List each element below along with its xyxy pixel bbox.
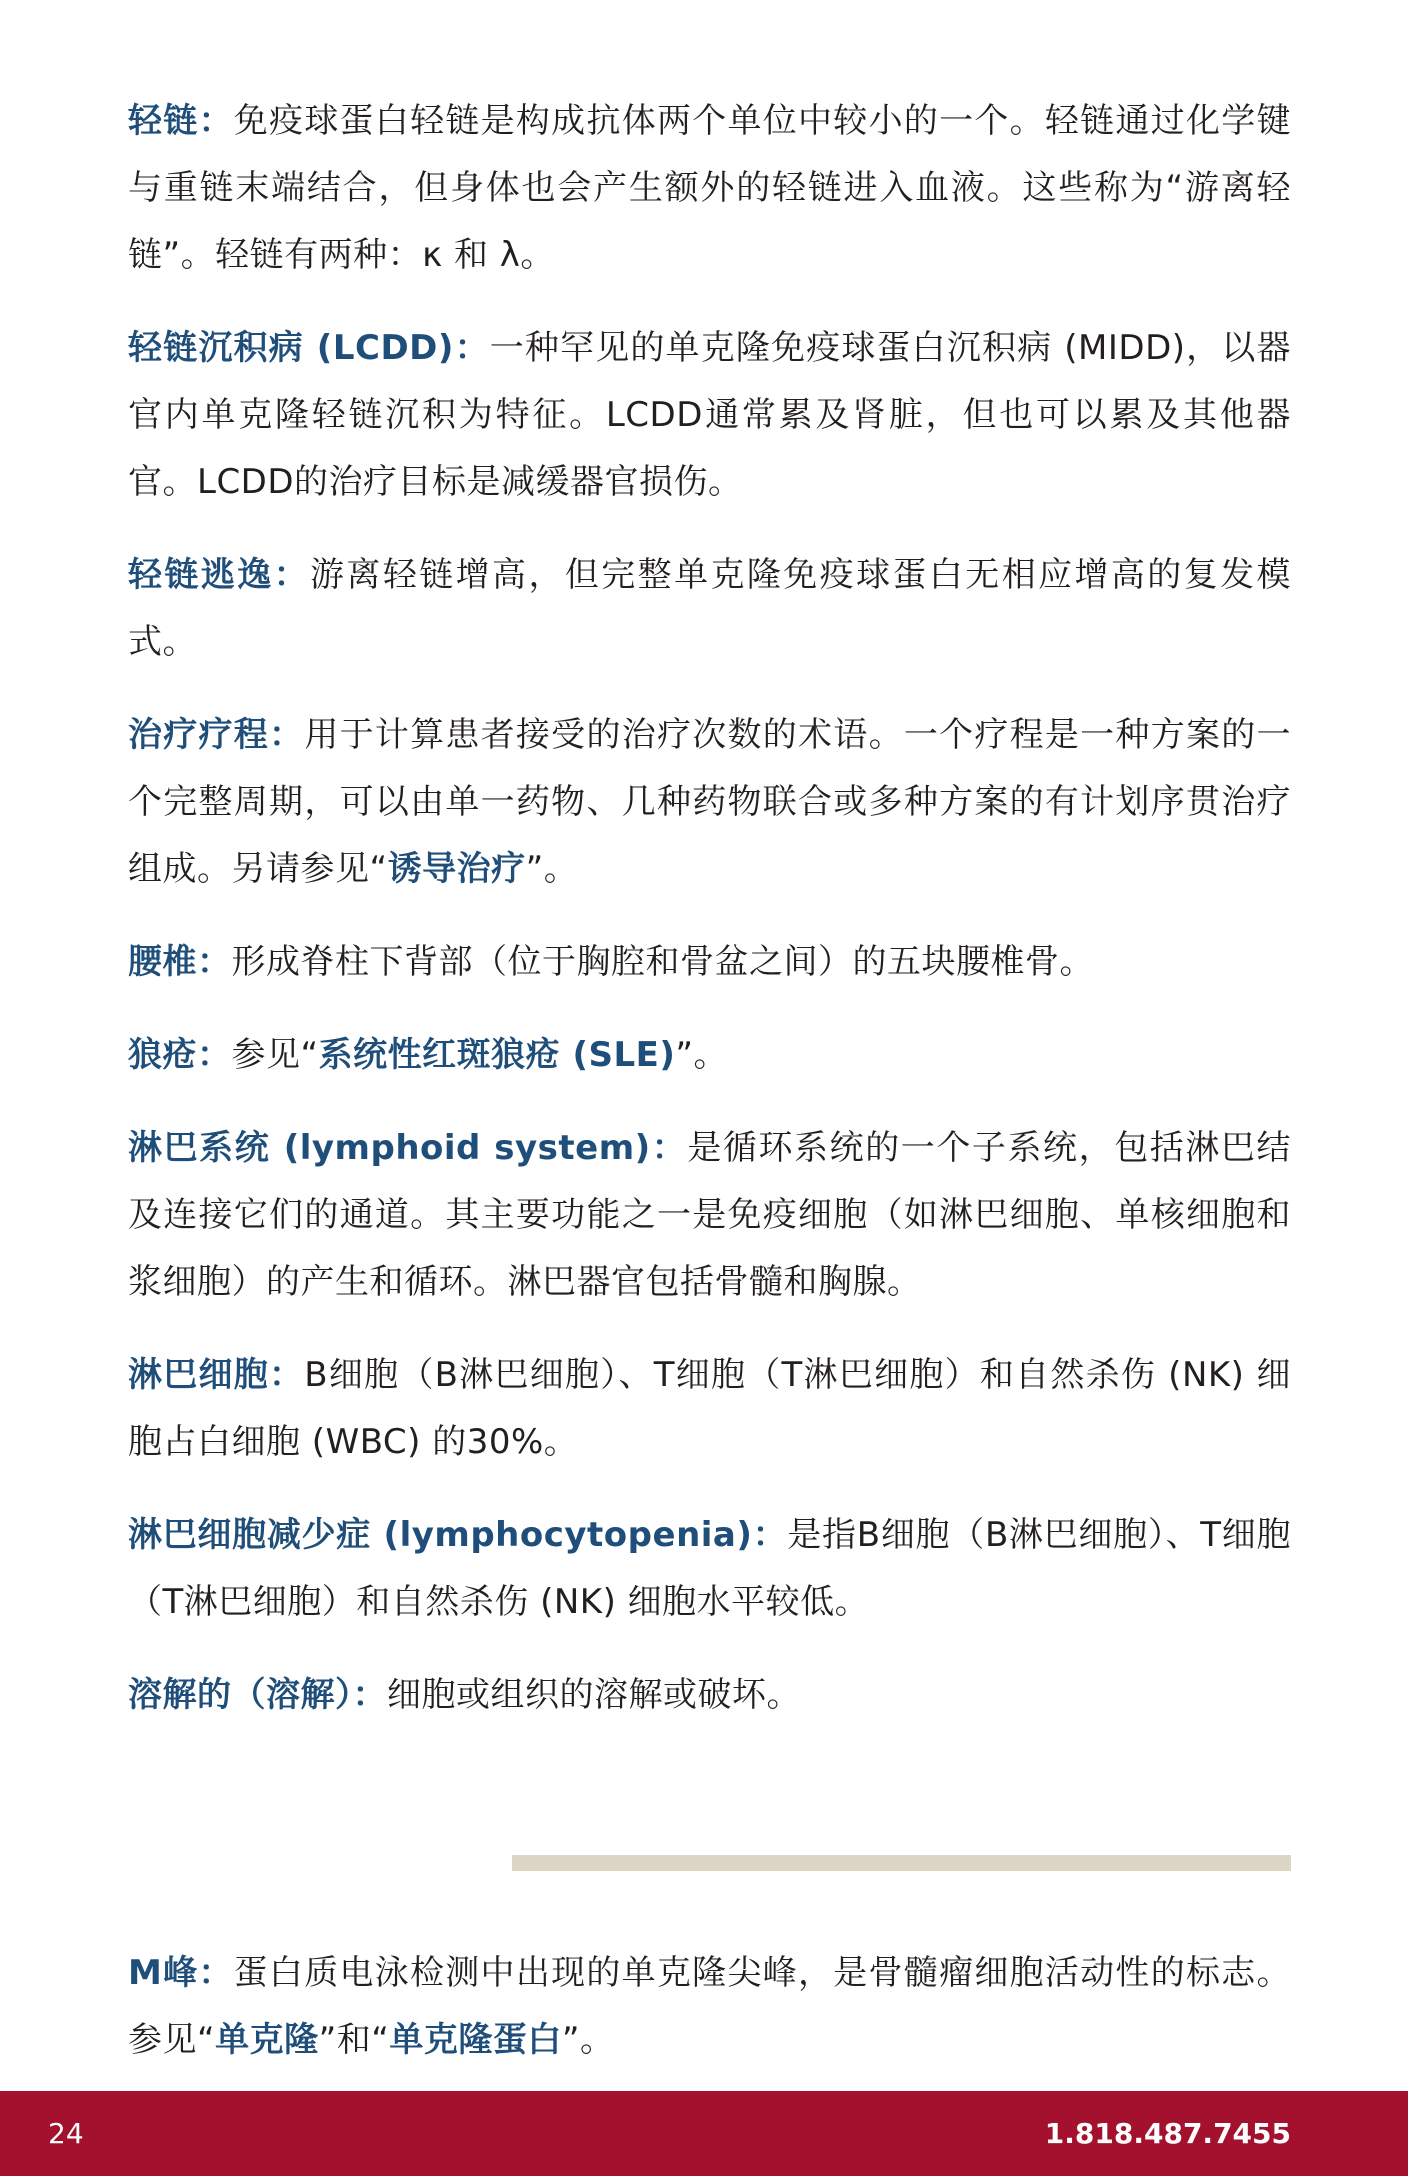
definition: 蛋白质电泳检测中出现的单克隆尖峰，是骨髓瘤细胞活动性的标志。参见“ xyxy=(128,1953,1291,2060)
term: 轻链沉积病 (LCDD)： xyxy=(128,328,490,368)
term: 淋巴细胞： xyxy=(128,1355,305,1395)
definition-end: ”。 xyxy=(561,2020,615,2060)
term: 轻链逃逸： xyxy=(128,555,311,595)
section-divider xyxy=(512,1855,1291,1871)
glossary-entries xyxy=(128,88,1291,1755)
definition: 是指B细胞（B淋巴细胞）、T细胞（T淋巴细胞）和自然杀伤 (NK) 细胞水平较低。 xyxy=(128,1515,1291,1622)
term: 淋巴系统 (lymphoid system)： xyxy=(128,1128,688,1168)
term: 溶解的（溶解）： xyxy=(128,1675,387,1715)
page-footer xyxy=(0,2091,1408,2176)
definition: 免疫球蛋白轻链是构成抗体两个单位中较小的一个。轻链通过化学键与重链末端结合，但身体也会产生额外的轻链进入血液。这些称为“游离轻链”。轻链有两种：κ 和 λ。 xyxy=(128,101,1291,275)
glossary-entry-lupus xyxy=(128,1022,1291,1089)
definition: B细胞（B淋巴细胞）、T细胞（T淋巴细胞）和自然杀伤 (NK) 细胞占白细胞 (WBC) 的30%。 xyxy=(128,1355,1292,1462)
definition-end: ”。 xyxy=(525,849,579,889)
cross-reference-link[interactable]: 单克隆 xyxy=(215,2020,319,2060)
definition: 参见“ xyxy=(231,1035,319,1075)
definition: 一种罕见的单克隆免疫球蛋白沉积病 (MIDD)，以器官内单克隆轻链沉积为特征。LCDD通常累及肾脏，但也可以累及其他器官。LCDD的治疗目标是减缓器官损伤。 xyxy=(128,328,1291,502)
definition: 游离轻链增高，但完整单克隆免疫球蛋白无相应增高的复发模式。 xyxy=(128,555,1292,662)
page-number: 24 xyxy=(48,2117,84,2150)
cross-reference-link[interactable]: 系统性红斑狼疮 (SLE) xyxy=(318,1035,676,1075)
glossary-entry-light-chain-escape xyxy=(128,542,1291,676)
glossary-entry-lymphocytopenia xyxy=(128,1502,1291,1636)
definition-end: ”。 xyxy=(675,1035,729,1075)
glossary-entry-light-chain xyxy=(128,88,1291,289)
term: 治疗疗程： xyxy=(128,715,305,755)
glossary-entry-lymphoid-system xyxy=(128,1115,1291,1316)
term: 狼疮： xyxy=(128,1035,232,1075)
glossary-entry-lcdd xyxy=(128,315,1291,516)
glossary-entry-lymphocyte xyxy=(128,1342,1291,1476)
glossary-entry-lumbar xyxy=(128,929,1291,996)
term: 轻链： xyxy=(128,101,234,141)
term: M峰： xyxy=(128,1953,234,1993)
definition: 细胞或组织的溶解或破坏。 xyxy=(387,1675,801,1715)
cross-reference-link[interactable]: 单克隆蛋白 xyxy=(389,2020,562,2060)
definition-mid: ”和“ xyxy=(318,2020,390,2060)
definition: 用于计算患者接受的治疗次数的术语。一个疗程是一种方案的一个完整周期，可以由单一药物、几种药物联合或多种方案的有计划序贯治疗组成。另请参见“ xyxy=(128,715,1291,889)
glossary-entry-m-spike xyxy=(128,1940,1291,2074)
term: 腰椎： xyxy=(128,942,232,982)
glossary-entry-line-of-therapy xyxy=(128,702,1291,903)
cross-reference-link[interactable]: 诱导治疗 xyxy=(387,849,526,889)
definition: 是循环系统的一个子系统，包括淋巴结及连接它们的通道。其主要功能之一是免疫细胞（如淋巴细胞、单核细胞和浆细胞）的产生和循环。淋巴器官包括骨髓和胸腺。 xyxy=(128,1128,1291,1302)
definition: 形成脊柱下背部（位于胸腔和骨盆之间）的五块腰椎骨。 xyxy=(231,942,1094,982)
phone-number[interactable]: 1.818.487.7455 xyxy=(1044,2117,1291,2150)
glossary-entry-lytic xyxy=(128,1662,1291,1729)
term: 淋巴细胞减少症 (lymphocytopenia)： xyxy=(128,1515,788,1555)
